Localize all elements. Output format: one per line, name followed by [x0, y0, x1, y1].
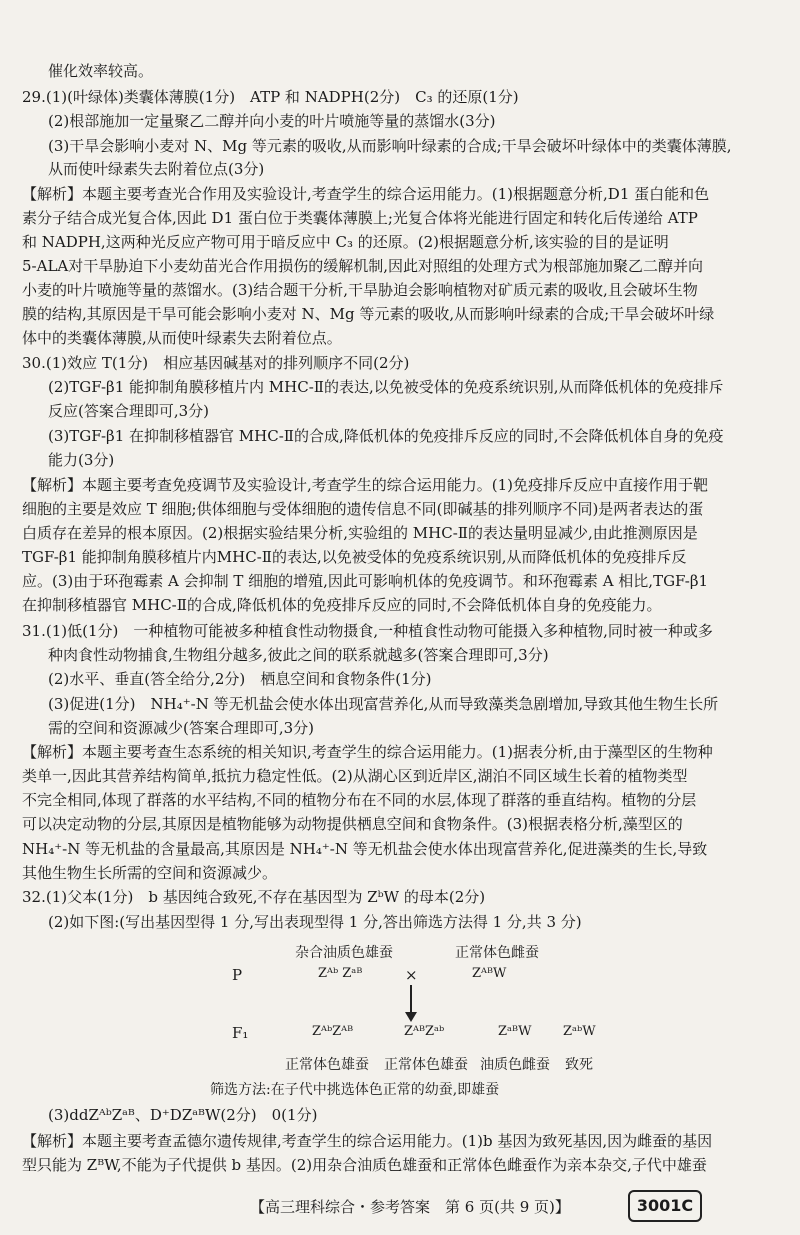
text-line: (2)如下图:(写出基因型得 1 分,写出表现型得 1 分,答出筛选方法得 1 分,共 3 分): [48, 913, 582, 931]
arrow-down-icon: [410, 985, 412, 1015]
offspring-genotype: ZᴬᴮZᵃᵇ: [404, 1024, 445, 1039]
female-genotype: ZᴬᴮW: [472, 966, 507, 981]
q32-line: 32.(1)父本(1分) b 基因纯合致死,不存在基因型为 ZᵇW 的母本(2分): [22, 888, 486, 906]
offspring-phenotype: 正常体色雄蚕: [384, 1057, 468, 1073]
text-line: 5-ALA对干旱胁迫下小麦幼苗光合作用损伤的缓解机制,因此对照组的处理方式为根部施加聚乙二醇并向: [22, 257, 704, 275]
text-line: (3)促进(1分) NH₄⁺-N 等无机盐会使水体出现富营养化,从而导致藻类急剧增加,导致其他生物生长所: [48, 695, 719, 713]
text-line: 反应(答案合理即可,3分): [48, 402, 210, 420]
text-line: 素分子结合成光复合体,因此 D1 蛋白位于类囊体薄膜上;光复合体将光能进行固定和转化后传递给 ATP: [22, 209, 698, 227]
cross-symbol: ×: [405, 966, 418, 984]
text-line: 小麦的叶片喷施等量的蒸馏水。(3)结合题干分析,干旱胁迫会影响植物对矿质元素的吸收,且会破坏生物: [22, 281, 698, 299]
q31-line: 31.(1)低(1分) 一种植物可能被多种植食性动物摄食,一种植食性动物可能摄入多种植物,同时被一种或多: [22, 622, 713, 640]
offspring-phenotype: 油质色雌蚕: [480, 1057, 550, 1073]
text-line: NH₄⁺-N 等无机盐的含量最高,其原因是 NH₄⁺-N 等无机盐会使水体出现富营养化,促进藻类的生长,导致: [22, 840, 708, 858]
text-line: 需的空间和资源减少(答案合理即可,3分): [48, 719, 315, 737]
offspring-genotype: ZᵃᵇW: [563, 1024, 596, 1039]
text-line: 从而使叶绿素失去附着位点(3分): [48, 160, 265, 178]
offspring-genotype: ZᴬᵇZᴬᴮ: [312, 1024, 354, 1039]
text-line: 类单一,因此其营养结构简单,抵抗力稳定性低。(2)从湖心区到近岸区,湖泊不同区域生长着的植物类型: [22, 767, 688, 785]
text-line: 种肉食性动物捕食,生物组分越多,彼此之间的联系就越多(答案合理即可,3分): [48, 646, 549, 664]
text-line: 白质存在差异的根本原因。(2)根据实验结果分析,实验组的 MHC-Ⅱ的表达量明显减少,由此推测原因是: [22, 524, 698, 542]
text-line: 其他生物生长所需的空间和资源减少。: [22, 864, 278, 882]
text-line: (2)根部施加一定量聚乙二醇并向小麦的叶片喷施等量的蒸馏水(3分): [48, 112, 496, 130]
q30-line: 30.(1)效应 T(1分) 相应基因碱基对的排列顺序不同(2分): [22, 354, 410, 372]
p-label: P: [232, 966, 243, 984]
male-phenotype: 杂合油质色雄蚕: [295, 945, 393, 961]
paper-code-badge: 3001C: [628, 1190, 702, 1222]
offspring-phenotype: 正常体色雄蚕: [285, 1057, 369, 1073]
text-line: 应。(3)由于环孢霉素 A 会抑制 T 细胞的增殖,因此可影响机体的免疫调节。和环孢霉素 A 相比,TGF-β1: [22, 572, 709, 590]
analysis-line: 【解析】本题主要考查孟德尔遗传规律,考查学生的综合运用能力。(1)b 基因为致死基因,因为雌蚕的基因: [22, 1132, 713, 1150]
text-line: TGF-β1 能抑制角膜移植片内MHC-Ⅱ的表达,以免被受体的免疫系统识别,从而降低机体的免疫排斥反: [22, 548, 687, 566]
female-phenotype: 正常体色雌蚕: [455, 945, 539, 961]
page-footer: 【高三理科综合・参考答案 第 6 页(共 9 页)】: [250, 1198, 570, 1216]
q29-line: 29.(1)(叶绿体)类囊体薄膜(1分) ATP 和 NADPH(2分) C₃ 的还原(1分): [22, 88, 519, 106]
text-line: 膜的结构,其原因是干旱可能会影响小麦对 N、Mg 等元素的吸收,从而影响叶绿素的合成;干旱会破坏叶绿: [22, 305, 715, 323]
male-genotype: Zᴬᵇ Zᵃᴮ: [318, 966, 363, 981]
offspring-phenotype: 致死: [565, 1057, 593, 1073]
text-line: 和 NADPH,这两种光反应产物可用于暗反应中 C₃ 的还原。(2)根据题意分析,该实验的目的是证明: [22, 233, 669, 251]
text-line: (2)TGF-β1 能抑制角膜移植片内 MHC-Ⅱ的表达,以免被受体的免疫系统识别,从而降低机体的免疫排斥: [48, 378, 724, 396]
offspring-genotype: ZᵃᴮW: [498, 1024, 532, 1039]
text-line: 可以决定动物的分层,其原因是植物能够为动物提供栖息空间和食物条件。(3)根据表格分析,藻型区的: [22, 815, 683, 833]
f1-label: F₁: [232, 1024, 249, 1042]
analysis-line: 【解析】本题主要考查光合作用及实验设计,考查学生的综合运用能力。(1)根据题意分析,D1 蛋白能和色: [22, 185, 710, 203]
text-line: (2)水平、垂直(答全给分,2分) 栖息空间和食物条件(1分): [48, 670, 432, 688]
text-line: 细胞的主要是效应 T 细胞;供体细胞与受体细胞的遗传信息不同(即碱基的排列顺序不同)是两者表达的蛋: [22, 500, 704, 518]
text-line: 型只能为 ZᴮW,不能为子代提供 b 基因。(2)用杂合油质色雄蚕和正常体色雌蚕作为亲本杂交,子代中雄蚕: [22, 1156, 707, 1174]
text-line: (3)TGF-β1 在抑制移植器官 MHC-Ⅱ的合成,降低机体的免疫排斥反应的同时,不会降低机体自身的免疫: [48, 427, 724, 445]
text-line: 催化效率较高。: [48, 62, 154, 80]
analysis-line: 【解析】本题主要考查免疫调节及实验设计,考查学生的综合运用能力。(1)免疫排斥反应中直接作用于靶: [22, 476, 709, 494]
text-line: (3)ddZᴬᵇZᵃᴮ、D⁺DZᵃᴮW(2分) 0(1分): [48, 1106, 318, 1124]
analysis-line: 【解析】本题主要考查生态系统的相关知识,考查学生的综合运用能力。(1)据表分析,由于藻型区的生物种: [22, 743, 713, 761]
text-line: 体中的类囊体薄膜,从而使叶绿素失去附着位点。: [22, 329, 342, 347]
text-line: 不完全相同,体现了群落的水平结构,不同的植物分布在不同的水层,体现了群落的垂直结构。植物的分层: [22, 791, 697, 809]
text-line: (3)干旱会影响小麦对 N、Mg 等元素的吸收,从而影响叶绿素的合成;干旱会破坏叶绿体中的类囊体薄膜,: [48, 137, 732, 155]
text-line: 能力(3分): [48, 451, 115, 469]
text-line: 在抑制移植器官 MHC-Ⅱ的合成,降低机体的免疫排斥反应的同时,不会降低机体自身的免疫能力。: [22, 596, 662, 614]
screening-method: 筛选方法:在子代中挑选体色正常的幼蚕,即雄蚕: [210, 1082, 500, 1098]
arrowhead-icon: [405, 1012, 417, 1022]
